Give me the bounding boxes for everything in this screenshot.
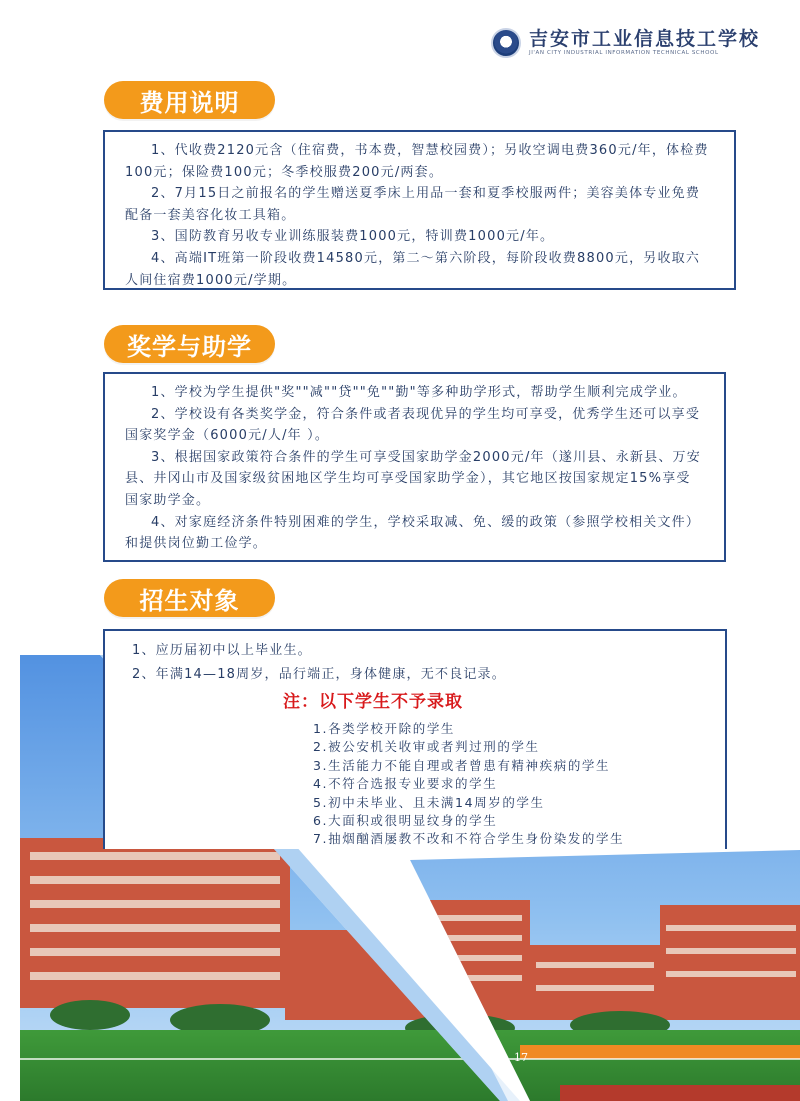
school-logo <box>491 28 760 58</box>
exclusion-item: 4.不符合选报专业要求的学生 <box>313 776 498 792</box>
page-number: 17 <box>514 1051 528 1064</box>
fee-item: 2、7月15日之前报名的学生赠送夏季床上用品一套和夏季校服两件；美容美体专业免费配备一套美容化妆工具箱。 <box>125 186 701 223</box>
requirement-item: 2、年满14—18周岁，品行端正，身体健康，无不良记录。 <box>132 667 506 682</box>
school-name-english: JI'AN CITY INDUSTRIAL INFORMATION TECHNICAL SCHOOL <box>528 50 719 56</box>
requirement-item: 1、应历届初中以上毕业生。 <box>132 643 312 658</box>
scholarship-item: 4、对家庭经济条件特别困难的学生，学校采取减、免、缓的政策（参照学校相关文件）和提供岗位勤工俭学。 <box>125 514 701 552</box>
exclusion-item: 2.被公安机关收审或者判过刑的学生 <box>313 739 540 755</box>
fees-box <box>103 130 736 290</box>
exclusion-note-title: 注：以下学生不予录取 <box>283 692 463 712</box>
fee-item: 4、高端IT班第一阶段收费14580元，第二～第六阶段，每阶段收费8800元，另收取六人间住宿费1000元/学期。 <box>125 250 701 288</box>
scholarship-box <box>103 372 726 562</box>
exclusion-item: 3.生活能力不能自理或者曾患有精神疾病的学生 <box>313 757 611 773</box>
scholarship-item: 3、根据国家政策符合条件的学生可享受国家助学金2000元/年（遂川县、永新县、万安县、井冈山市及国家级贫困地区学生均可享受国家助学金），其它地区按国家规定15%享受国家助学金。 <box>125 449 701 508</box>
fees-section-title: 费用说明 <box>104 81 275 119</box>
fee-item: 3、国防教育另收专业训练服装费1000元，特训费1000元/年。 <box>151 229 555 245</box>
school-name: 吉安市工业信息技工学校 <box>528 28 760 50</box>
exclusion-item: 1.各类学校开除的学生 <box>313 721 456 736</box>
scholarship-section-title: 奖学与助学 <box>104 325 275 363</box>
exclusion-item: 5.初中未毕业、且未满14周岁的学生 <box>313 794 545 810</box>
fee-item: 1、代收费2120元含（住宿费，书本费，智慧校园费）；另收空调电费360元/年，体检费100元；保险费100元；冬季校服费200元/两套。 <box>125 143 709 180</box>
exclusion-list <box>313 720 624 849</box>
exclusion-item: 7.抽烟酗酒屡教不改和不符合学生身份染发的学生 <box>313 831 625 847</box>
scholarship-item: 2、学校设有各类奖学金，符合条件或者表现优异的学生均可享受，优秀学生还可以享受国家奖学金（6000元/人/年 ）。 <box>125 406 701 444</box>
scholarship-item: 1、学校为学生提供"奖""减""贷""免""勤"等多种助学形式，帮助学生顺利完成学业。 <box>151 385 687 400</box>
exclusion-item: 6.大面积或很明显纹身的学生 <box>313 813 498 829</box>
enrollment-section-title: 招生对象 <box>104 579 275 617</box>
school-emblem-icon <box>491 28 521 58</box>
